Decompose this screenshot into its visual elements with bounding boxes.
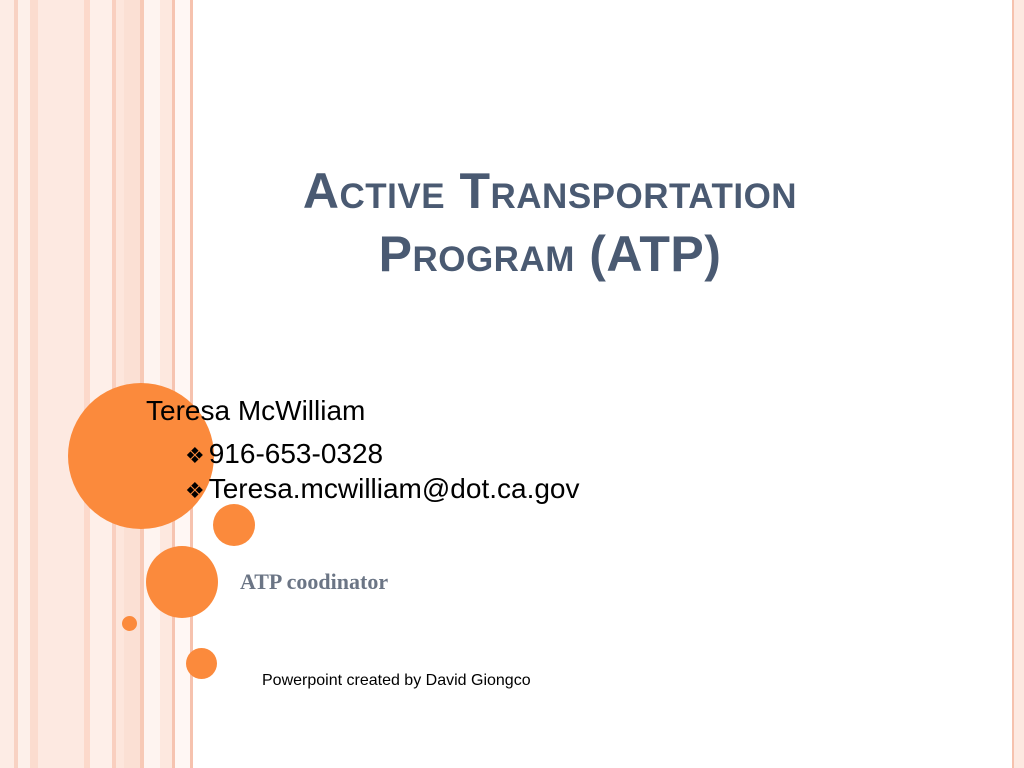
decorative-stripe [18,0,30,768]
decorative-stripe [116,0,124,768]
decorative-stripe [0,0,14,768]
credit-text: Powerpoint created by David Giongco [262,672,531,689]
decorative-circle-tiny [122,616,137,631]
presenter-name: Teresa McWilliam [146,395,366,426]
contact-email [185,473,580,505]
decorative-circle-small [186,648,217,679]
phone-number: 916-653-0328 [208,438,384,469]
right-border-line [1012,0,1014,768]
decorative-circle-small [213,504,255,546]
slide-title [230,160,870,286]
slide-subtitle: ATP coodinator [240,569,389,594]
contact-phone [185,438,383,470]
decorative-stripe [175,0,190,768]
right-border-band [1014,0,1024,768]
title-line-2: Program (ATP) [378,226,722,282]
email-address: Teresa.mcwilliam@dot.ca.gov [208,473,580,504]
decorative-stripe [90,0,112,768]
decorative-stripe [38,0,84,768]
decorative-circle-medium [146,546,218,618]
diamond-bullet-icon: ❖ [185,443,205,468]
decorative-stripe [30,0,38,768]
title-line-1: Active Transportation [302,163,798,219]
decorative-stripe [160,0,172,768]
diamond-bullet-icon: ❖ [185,478,205,503]
